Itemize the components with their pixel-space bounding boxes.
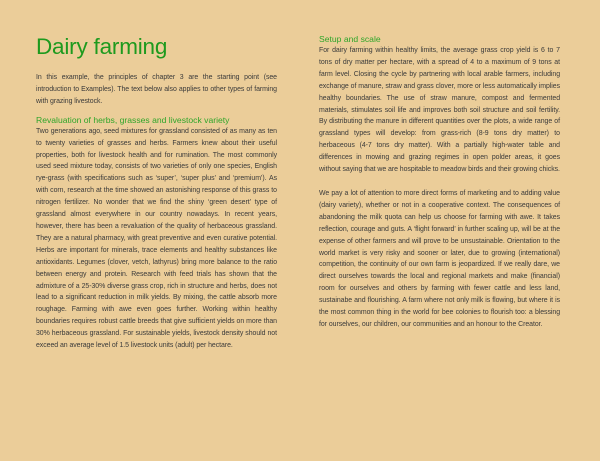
revaluation-paragraph: Two generations ago, seed mixtures for grassland consisted of as many as ten to twenty varieties of grasses and herbs. Farmers knew about their useful properties, both for livestock health and for rumination. The most commonly used seed mixture today, consists of two varieties of only one species, English rye-grass (with specifications such as ‘super’, ‘super plus’ and ‘premium’). As with corn, research at the time showed an astonishing response of this grass to nitrogen fertilizer. No wonder that we find the shiny ‘green desert’ type of grassland almost everywhere in our country nowadays. In recent years, however, there has been a revaluation of the quality of herbaceous grassland. They are a natural pharmacy, with great preventive and even curative potential. Herbs are important for minerals, trace elements and healthy substances like antioxidants. Legumes (clover, vetch, lathyrus) bring more balance to the ratio between energy and protein. Research with feed trials has shown that the admixture of a 25-30% diverse grass crop, rich in structure and herbs, does not lead to a significant reduction in milk yields. By mixing, the cattle absorb more roughage. Farming with awe even goes further. Working within healthy boundaries requires robust cattle breeds that give sufficient yields on more than 30% herbaceous grassland. For sustainable yields, livestock density should not exceed an average level of 1.5 livestock units (adult) per hectare.	[36, 127, 277, 350]
right-column	[319, 33, 560, 331]
section-heading-setup-and-scale: Setup and scale	[319, 34, 381, 44]
left-column	[36, 33, 277, 352]
section-heading-revaluation: Revaluation of herbs, grasses and livestock variety	[36, 114, 230, 125]
intro-paragraph: In this example, the principles of chapter 3 are the starting point (see introduction to Examples). The text below also applies to other types of farming with grazing livestock.	[36, 74, 277, 105]
setup-paragraph-2: We pay a lot of attention to more direct forms of marketing and to adding value (dairy variety), whether or not in a cooperative context. The consequences of abandoning the milk quota can help us choose for farming with awe. It takes reflection, courage and guts. A ‘flight forward’ in further scaling up, will be at the expense of other farmers and will prove to be unsustainable. Orientation to the world market is very risky and sooner or later, due to growing (international) competition, the continuity of our own farm is jeopardized. If we really dare, we direct ourselves towards the local and regional markets and make (financial) room for ourselves and others by farming with fewer cattle and less land, sustainabe and flourishing. A farm where not only milk is flowing, but where it is the most common thing in the world for bee colonies to flourish too: a blessing for ourselves, our children, our communities and an honour to the Creator.	[319, 189, 560, 328]
page-title: Dairy farming	[36, 34, 168, 59]
setup-paragraph-1: For dairy farming within healthy limits, the average grass crop yield is 6 to 7 tons of dry matter per hectare, with a spread of 4 to a maximum of 9 tons at farm level. Closing the cycle by partnering with local arable farmers, including exchange of manure, straw and grass clover, more or less automatically implies healthy boundaries. The use of straw manure, compost and fermented materials, stimulates soil life and improves both soil structure and soil fertility. By distributing the manure in different quantities over the plots, a wide range of grassland types will develop: from grass-rich (8-9 tons dry matter) to herbaceous (4-7 tons dry matter). With a partially high-water table and differences in mowing and grazing regimes in open polder areas, it goes without saying that we are hospitable to meadow birds and their growing chicks.	[319, 47, 560, 174]
